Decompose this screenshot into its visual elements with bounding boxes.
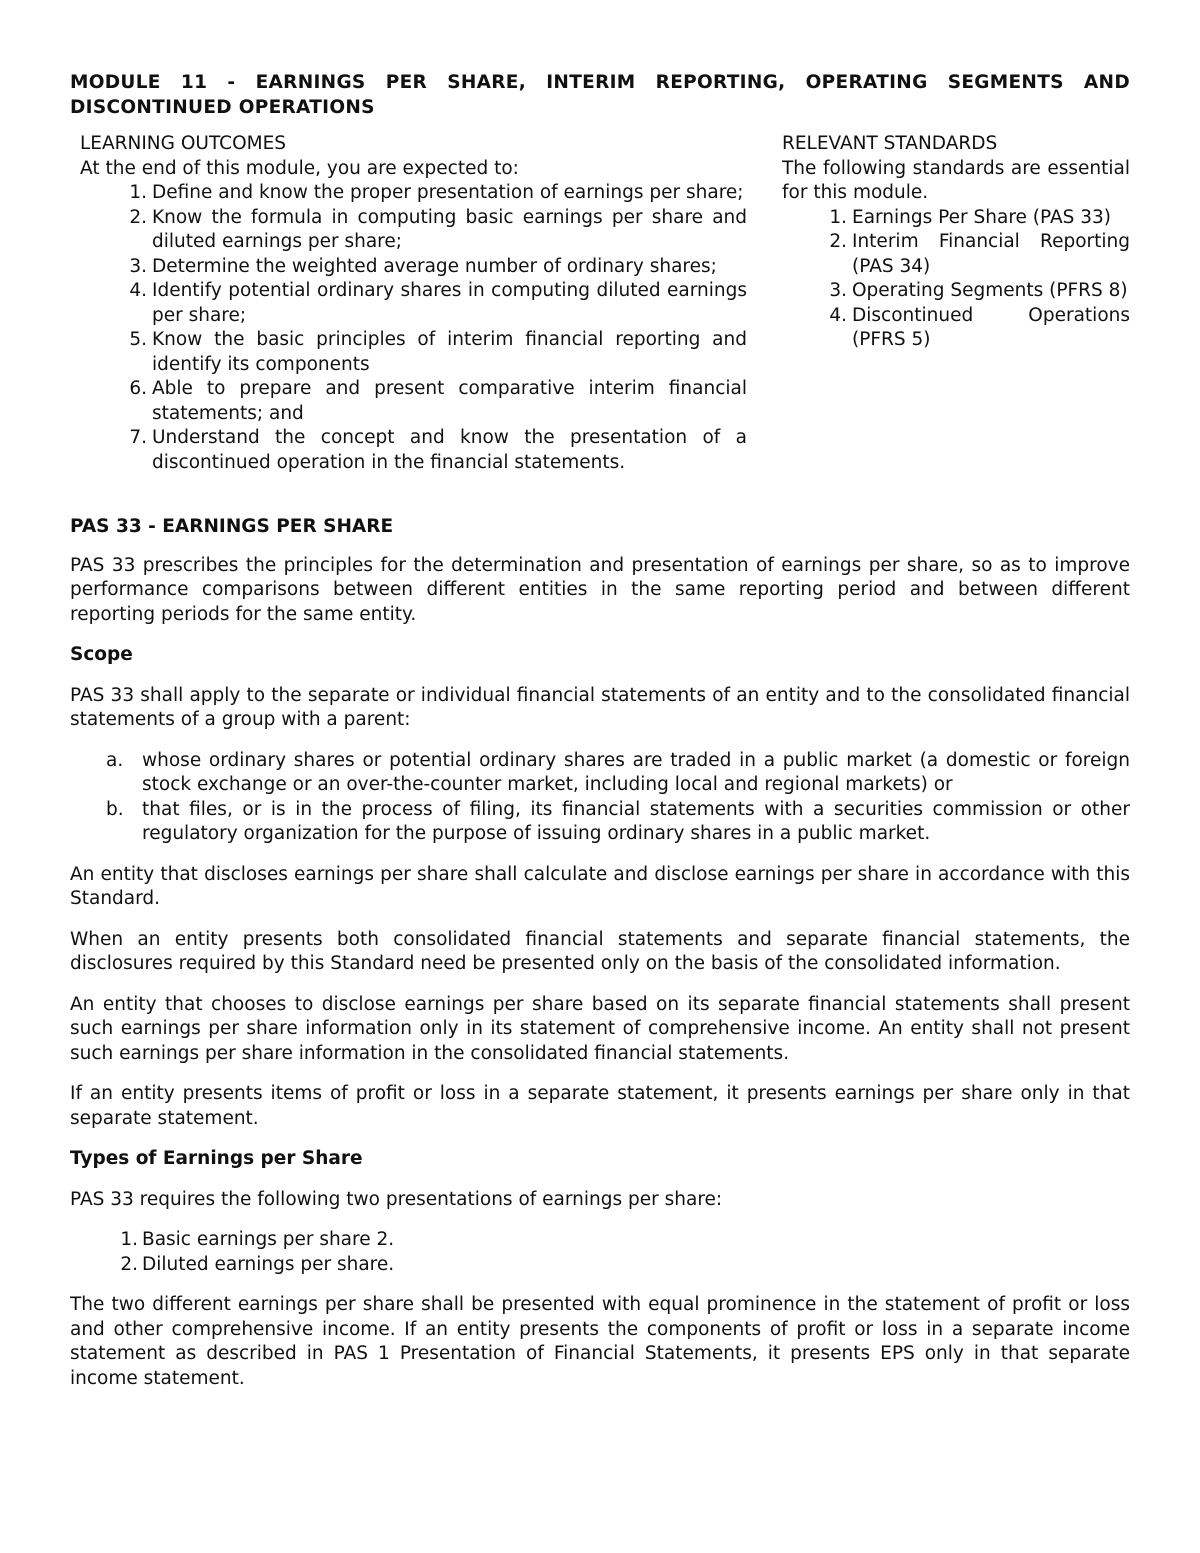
learning-outcomes-list xyxy=(80,181,747,475)
scope-intro-paragraph: PAS 33 shall apply to the separate or individual financial statements of an entity and to the consolidated financial statements of a group with a parent: xyxy=(70,684,1130,730)
list-number: 2. xyxy=(829,231,847,252)
paragraph: If an entity presents items of profit or loss in a separate statement, it presents earnings per share only in that separate statement. xyxy=(70,1083,1130,1129)
paragraph: When an entity presents both consolidated financial statements and separate financial statements, the disclosures required by this Standard need be presented only on the basis of the consolidated information. xyxy=(70,928,1130,974)
list-number: 3. xyxy=(129,255,147,277)
list-text: Determine the weighted average number of ordinary shares; xyxy=(152,255,717,277)
list-item xyxy=(782,304,1130,353)
two-column-section xyxy=(70,132,1130,475)
list-item xyxy=(80,279,747,328)
section-heading-pas33: PAS 33 - EARNINGS PER SHARE xyxy=(70,516,394,537)
list-text: Diluted earnings per share. xyxy=(142,1253,395,1275)
list-text: Know the basic principles of interim financial reporting and identify its components xyxy=(152,329,747,375)
list-text: Know the formula in computing basic earnings per share and diluted earnings per share; xyxy=(152,206,747,252)
list-number: 7. xyxy=(129,427,147,448)
list-item xyxy=(80,426,747,475)
list-text: Discontinued Operations (PFRS 5) xyxy=(852,304,1130,350)
scope-list xyxy=(70,749,1130,847)
list-item xyxy=(80,328,747,377)
list-number: 5. xyxy=(129,329,147,350)
scope-heading: Scope xyxy=(70,644,133,665)
list-item xyxy=(782,206,1130,231)
list-number: 2. xyxy=(129,206,147,228)
relevant-standards xyxy=(782,132,1130,475)
list-item xyxy=(70,1253,1130,1278)
list-number: 1. xyxy=(829,206,847,228)
module-title: MODULE 11 - EARNINGS PER SHARE, INTERIM REPORTING, OPERATING SEGMENTS AND DISCONTINUED OPERATIONS xyxy=(70,72,1130,118)
list-text: Understand the concept and know the presentation of a discontinued operation in the financial statements. xyxy=(152,427,747,473)
list-number: 1. xyxy=(120,1229,138,1250)
list-text: whose ordinary shares or potential ordinary shares are traded in a public market (a domestic or foreign stock exchange or an over-the-counter market, including local and regional markets) or xyxy=(142,749,1130,795)
paragraph: An entity that chooses to disclose earnings per share based on its separate financial statements shall present such earnings per share information only in its statement of comprehensive income. An entity shall not present such earnings per share information in the consolidated financial statements. xyxy=(70,993,1130,1064)
list-item xyxy=(782,230,1130,279)
list-item xyxy=(70,1228,1130,1253)
relevant-standards-intro: The following standards are essential for this module. xyxy=(782,157,1130,203)
list-letter: b. xyxy=(106,798,124,820)
list-text: Operating Segments (PFRS 8) xyxy=(852,280,1128,301)
learning-outcomes xyxy=(80,132,747,475)
types-intro-paragraph: PAS 33 requires the following two presentations of earnings per share: xyxy=(70,1188,723,1210)
list-number: 4. xyxy=(129,280,147,301)
closing-paragraph: The two different earnings per share shall be presented with equal prominence in the statement of profit or loss and other comprehensive income. If an entity presents the components of profit or loss in a separate income statement as described in PAS 1 Presentation of Financial Statements, it presents EPS only in that separate income statement. xyxy=(70,1294,1130,1389)
list-item xyxy=(80,181,747,206)
list-number: 2. xyxy=(120,1253,138,1275)
list-number: 1. xyxy=(129,182,147,203)
list-text: that files, or is in the process of filing, its financial statements with a securities commission or other regulatory organization for the purpose of issuing ordinary shares in a public market. xyxy=(142,798,1130,844)
types-list xyxy=(70,1228,1130,1277)
pas33-intro-paragraph: PAS 33 prescribes the principles for the determination and presentation of earnings per share, so as to improve performance comparisons between different entities in the same reporting period and between different reporting periods for the same entity. xyxy=(70,554,1130,625)
types-heading: Types of Earnings per Share xyxy=(70,1148,363,1169)
list-item xyxy=(80,377,747,426)
list-item xyxy=(80,255,747,280)
list-text: Identify potential ordinary shares in computing diluted earnings per share; xyxy=(152,280,747,326)
learning-outcomes-intro: At the end of this module, you are expected to: xyxy=(80,157,519,179)
list-number: 3. xyxy=(829,280,847,301)
list-item xyxy=(782,279,1130,304)
learning-outcomes-heading: LEARNING OUTCOMES xyxy=(80,133,287,154)
list-item xyxy=(70,749,1130,798)
list-letter: a. xyxy=(106,749,124,771)
document-page xyxy=(70,70,1130,1407)
list-text: Basic earnings per share 2. xyxy=(142,1229,395,1250)
relevant-standards-list xyxy=(782,206,1130,353)
list-item xyxy=(80,206,747,255)
list-text: Earnings Per Share (PAS 33) xyxy=(852,206,1112,228)
relevant-standards-heading: RELEVANT STANDARDS xyxy=(782,133,998,154)
paragraph: An entity that discloses earnings per share shall calculate and disclose earnings per share in accordance with this Standard. xyxy=(70,863,1130,909)
list-number: 6. xyxy=(129,378,147,399)
list-text: Define and know the proper presentation of earnings per share; xyxy=(152,182,744,203)
list-number: 4. xyxy=(829,304,847,326)
list-text: Able to prepare and present comparative interim financial statements; and xyxy=(152,378,747,424)
list-item xyxy=(70,798,1130,847)
list-text: Interim Financial Reporting (PAS 34) xyxy=(852,231,1130,277)
